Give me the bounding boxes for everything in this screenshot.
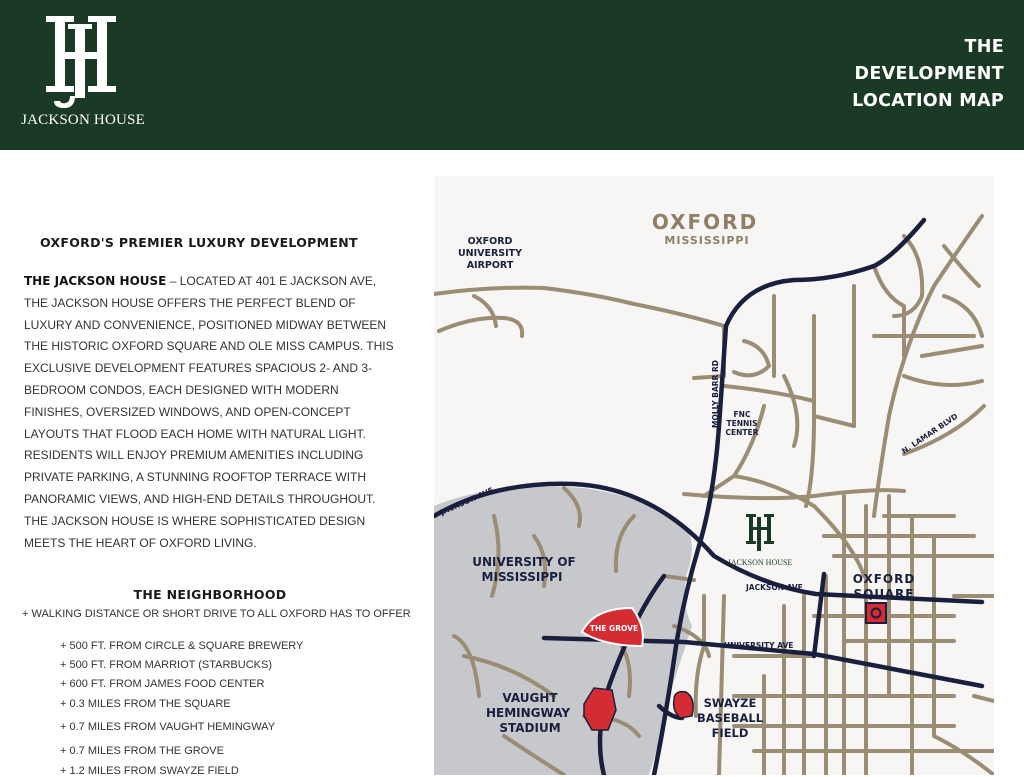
tennis-center-label: CENTER — [725, 428, 759, 437]
stadium-label: STADIUM — [499, 721, 561, 735]
description-paragraph — [24, 271, 396, 554]
info-column — [0, 150, 420, 775]
university-label: MISSISSIPPI — [481, 570, 563, 584]
distance-item: + 600 FT. FROM JAMES FOOD CENTER — [60, 678, 265, 690]
tennis-center-label: FNC — [733, 410, 751, 419]
neighborhood-title: THE NEIGHBORHOOD — [133, 587, 287, 602]
distance-item: + 500 FT. FROM CIRCLE & SQUARE BREWERY — [60, 640, 304, 652]
title-line: THE — [964, 37, 1004, 57]
map-canvas — [434, 176, 994, 775]
jackson-house-logo — [18, 12, 148, 137]
distance-item: + 500 FT. FROM MARRIOT (STARBUCKS) — [60, 659, 272, 671]
n-lamar-label: N. LAMAR BLVD — [900, 411, 960, 456]
university-campus-area — [434, 486, 692, 775]
oxford-square-label: OXFORD — [852, 572, 916, 586]
distance-item: + 0.7 MILES FROM THE GROVE — [60, 745, 224, 757]
neighborhood-subtitle: + WALKING DISTANCE OR SHORT DRIVE TO ALL OXFORD HAS TO OFFER — [22, 608, 411, 620]
oxford-square-label: SQUARE — [853, 587, 915, 601]
airport-label: OXFORD — [467, 236, 513, 247]
swayze-baseball-field — [674, 692, 694, 718]
header-banner — [0, 0, 1024, 150]
university-ave-label: UNIVERSITY AVE — [724, 641, 794, 650]
location-map — [434, 176, 994, 775]
molly-barr-road-label: MOLLY BARR RD — [711, 360, 720, 428]
baseball-field-label: SWAYZE — [703, 696, 757, 710]
stadium-label: VAUGHT — [502, 691, 558, 705]
baseball-field-label: FIELD — [711, 726, 749, 740]
university-label: UNIVERSITY OF — [472, 555, 576, 569]
distance-item: + 1.2 MILES FROM SWAYZE FIELD — [60, 765, 239, 777]
title-line: LOCATION MAP — [852, 91, 1004, 111]
title-line: DEVELOPMENT — [854, 64, 1004, 84]
oxford-square-marker — [866, 603, 886, 623]
state-label: MISSISSIPPI — [664, 234, 750, 247]
description-lead: THE JACKSON HOUSE — [24, 274, 167, 288]
distance-item: + 0.3 MILES FROM THE SQUARE — [60, 698, 231, 710]
jackson-ave-west-label: JACKSON AVE — [439, 485, 495, 517]
page-title — [852, 34, 1004, 115]
section-headline: OXFORD'S PREMIER LUXURY DEVELOPMENT — [40, 235, 358, 250]
jh-monogram-icon — [40, 12, 126, 112]
distance-item: + 0.7 MILES FROM VAUGHT HEMINGWAY — [60, 721, 276, 733]
jackson-ave-east-label: JACKSON AVE — [746, 583, 803, 592]
marker-label: JACKSON HOUSE — [727, 558, 793, 567]
tennis-center-label: TENNIS — [726, 419, 758, 428]
airport-label: AIRPORT — [466, 260, 514, 271]
baseball-field-label: BASEBALL — [696, 711, 764, 725]
description-body: – LOCATED AT 401 E JACKSON AVE, THE JACKSON HOUSE OFFERS THE PERFECT BLEND OF LUXURY AND CONVENIENCE, POSITIONED MIDWAY BETWEEN THE HISTORIC OXFORD SQUARE AND OLE MISS CAMPUS. THIS EXCLUSIVE DEVELOPMENT FEATURES SPACIOUS 2- AND 3-BEDROOM CONDOS, EACH DESIGNED WITH MODERN FINISHES, OVERSIZED WINDOWS, AND OPEN-CONCEPT LAYOUTS THAT FLOOD EACH HOME WITH NATURAL LIGHT. RESIDENTS WILL ENJOY PREMIUM AMENITIES INCLUDING PRIVATE PARKING, A STUNNING ROOFTOP TERRACE WITH PANORAMIC VIEWS, AND HIGH-END DETAILS THROUGHOUT. THE JACKSON HOUSE IS WHERE SOPHISTICATED DESIGN MEETS THE HEART OF OXFORD LIVING. — [24, 274, 394, 550]
airport-label: UNIVERSITY — [457, 248, 523, 259]
stadium-label: HEMINGWAY — [485, 706, 571, 720]
grove-label: THE GROVE — [589, 624, 639, 633]
city-label: OXFORD — [651, 210, 759, 234]
logo-wordmark: JACKSON HOUSE — [21, 112, 145, 128]
